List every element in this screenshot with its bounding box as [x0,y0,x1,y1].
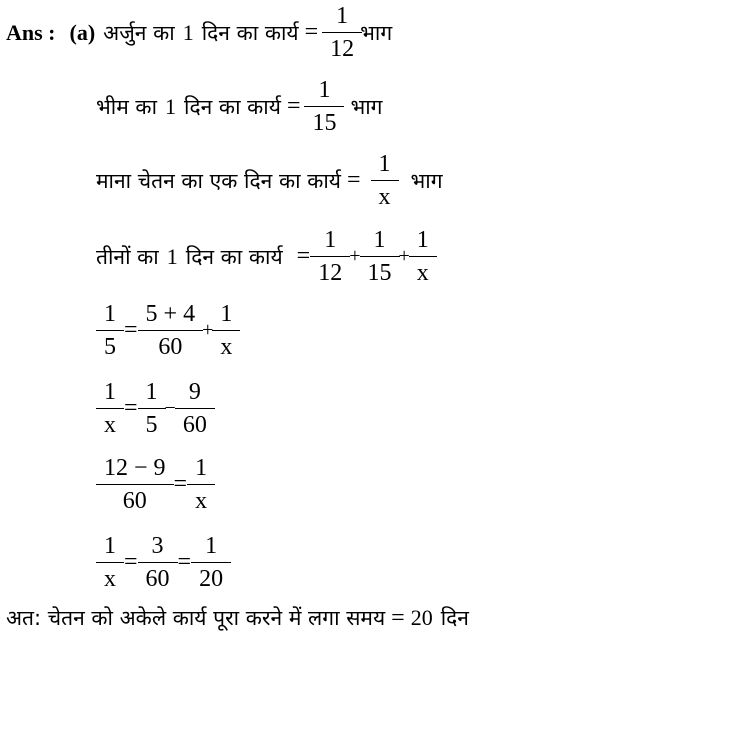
line-7 [98,456,213,513]
denominator: x [96,562,124,591]
equals-sign: = [296,243,311,269]
line-2 [96,78,383,135]
numerator: 1 [220,301,233,327]
fraction [191,456,211,513]
fraction [364,228,396,285]
numerator: 1 [145,379,158,405]
denominator: 60 [175,408,215,437]
text: भीम का [96,94,158,119]
equals-sign: = [124,395,138,421]
denominator: 60 [96,484,174,513]
denominator: 15 [360,256,400,285]
plus-sign: + [349,245,361,267]
text: दिन का कार्य [184,94,281,119]
text: भाग [350,94,383,119]
fraction [413,228,433,285]
ans-label: Ans : [6,19,56,45]
numerator: 1 [378,151,391,177]
minus-sign: − [164,397,176,419]
number: 20 [410,605,433,630]
numerator: 1 [416,227,429,253]
text: अर्जुन का [103,20,175,45]
numerator: 9 [188,379,201,405]
line-3 [96,152,443,209]
numerator: 1 [104,301,116,327]
equals-sign: = [124,317,138,343]
fraction [100,456,170,513]
numerator: 12 − 9 [104,455,166,481]
fraction [179,380,211,437]
equals-sign: = [346,167,361,193]
fraction [100,302,120,359]
numerator: 1 [104,379,116,405]
line-5 [98,302,238,359]
text: दिन का कार्य [201,20,299,45]
fraction [314,228,346,285]
equals-sign: = [391,604,405,631]
denominator: 12 [322,32,362,61]
numerator: 1 [373,227,386,253]
fraction [142,380,162,437]
denominator: 60 [138,330,204,359]
equals-sign: = [304,19,319,45]
equals-sign: = [173,471,188,497]
number: 1 [165,93,177,119]
line-6 [98,380,213,437]
denominator: 20 [191,562,231,591]
fraction [375,152,395,209]
denominator: 60 [138,562,178,591]
equals-sign: = [286,93,301,119]
denominator: 5 [138,408,166,437]
denominator: 5 [96,330,124,359]
fraction [195,534,227,591]
text: माना चेतन का एक दिन का कार्य [96,168,341,193]
equals-sign: = [177,549,192,575]
text: दिन का कार्य [185,244,283,269]
fraction [326,4,358,61]
plus-sign: + [202,319,214,341]
fraction [142,534,174,591]
numerator: 1 [336,3,349,29]
line-8 [98,534,229,591]
plus-sign: + [398,245,410,267]
numerator: 1 [318,77,331,103]
number: 1 [182,19,194,45]
line-9 [6,604,469,632]
fraction [308,78,340,135]
equals-sign: = [124,549,138,575]
numerator: 1 [195,455,208,481]
line-1 [6,4,392,61]
fraction [142,302,200,359]
fraction [100,534,120,591]
denominator: x [96,408,124,437]
text: भाग [360,20,393,45]
fraction [100,380,120,437]
numerator: 1 [324,227,337,253]
text: भाग [410,168,443,193]
numerator: 1 [104,533,116,559]
text: तीनों का [96,244,159,269]
numerator: 3 [151,533,164,559]
denominator: x [371,180,399,209]
number: 1 [166,243,178,269]
denominator: x [187,484,215,513]
denominator: 12 [310,256,350,285]
text: अत: चेतन को अकेले कार्य पूरा करने में लगा समय [6,606,386,630]
text: दिन [440,606,469,630]
numerator: 5 + 4 [145,301,196,327]
line-4 [96,228,435,285]
option-label: (a) [69,19,96,45]
fraction [216,302,236,359]
denominator: x [212,330,240,359]
denominator: x [409,256,437,285]
denominator: 15 [304,106,344,135]
numerator: 1 [205,533,218,559]
